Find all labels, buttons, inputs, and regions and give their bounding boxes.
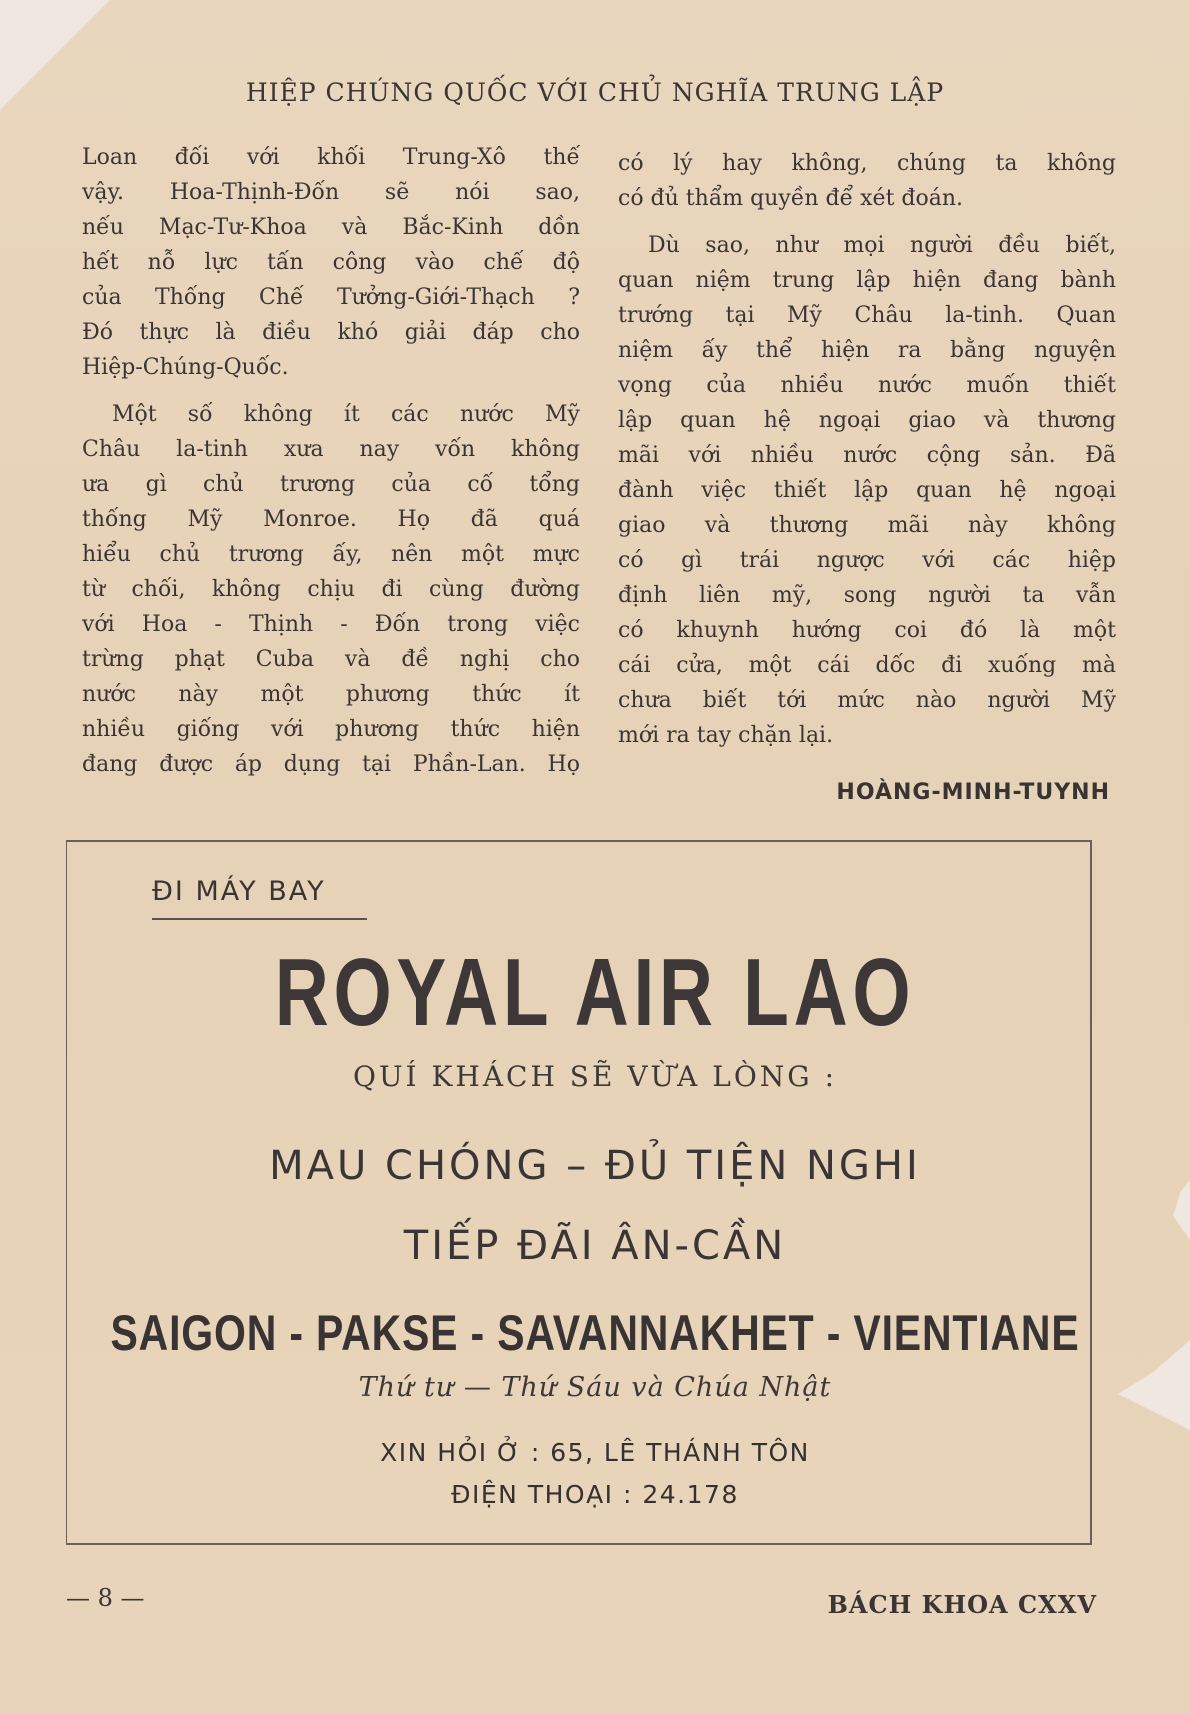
ad-brand-name: ROYAL AIR LAO	[274, 939, 916, 1046]
running-head: HIỆP CHÚNG QUỐC VỚI CHỦ NGHĨA TRUNG LẬP	[245, 78, 945, 107]
journal-issue: BÁCH KHOA CXXV	[827, 1590, 1097, 1619]
article-column-left	[82, 140, 580, 782]
article-text-line: với Hoa - Thịnh - Đốn trong việc	[82, 612, 580, 637]
article-text-line: Hiệp-Chúng-Quốc.	[82, 355, 289, 380]
article-text-line: mới ra tay chặn lại.	[618, 723, 834, 748]
article-text-line: từ chối, không chịu đi cùng đường	[82, 577, 580, 602]
article-author: HOÀNG-MINH-TUYNH	[836, 780, 1110, 805]
ad-subtitle: QUÍ KHÁCH SẼ VỪA LÒNG :	[352, 1060, 838, 1093]
page-number: — 8 —	[66, 1584, 145, 1612]
article-text-line: định liên mỹ, song người ta vẫn	[618, 583, 1116, 608]
ad-schedule-days: Thứ tư — Thứ Sáu và Chúa Nhật	[358, 1372, 832, 1403]
ad-lead-text: ĐI MÁY BAY	[152, 876, 326, 907]
article-text-line: trừng phạt Cuba và đề nghị cho	[82, 647, 580, 672]
article-text-line: lập quan hệ ngoại giao và thương	[618, 408, 1116, 433]
paragraph-gap	[82, 385, 580, 397]
ad-lead-underline	[152, 918, 367, 920]
article-text-line: giao và thương mãi này không	[618, 513, 1116, 538]
article-text-line: Đó thực là điều khó giải đáp cho	[82, 320, 580, 345]
article-text-line: nếu Mạc-Tư-Khoa và Bắc-Kinh dồn	[82, 215, 580, 240]
article-text-line: Châu la-tinh xưa nay vốn không	[82, 437, 580, 462]
ad-slogan-line-1: MAU CHÓNG – ĐỦ TIỆN NGHI	[269, 1143, 921, 1189]
article-text-line: mãi với nhiều nước cộng sản. Đã	[618, 443, 1116, 468]
article-text-line: vậy. Hoa-Thịnh-Đốn sẽ nói sao,	[82, 180, 580, 205]
article-text-line: Một số không ít các nước Mỹ	[112, 402, 580, 427]
article-text-line: của Thống Chế Tưởng-Giới-Thạch ?	[82, 285, 580, 310]
article-text-line: có đủ thẩm quyền để xét đoán.	[618, 186, 964, 211]
article-text-line: có gì trái ngược với các hiệp	[618, 548, 1116, 573]
article-text-line: đang được áp dụng tại Phần-Lan. Họ	[82, 752, 580, 777]
article-text-line: thống Mỹ Monroe. Họ đã quá	[82, 507, 580, 532]
article-text-line: vọng của nhiều nước muốn thiết	[618, 373, 1116, 398]
article-text-line: nhiều giống với phương thức hiện	[82, 717, 580, 742]
article-text-line: trướng tại Mỹ Châu la-tinh. Quan	[618, 303, 1116, 328]
article-text-line: Dù sao, như mọi người đều biết,	[648, 233, 1116, 258]
article-text-line: Loan đối với khối Trung-Xô thế	[82, 145, 580, 170]
article-text-line: có lý hay không, chúng ta không	[618, 151, 1116, 176]
article-text-line: ưa gì chủ trương của cố tổng	[82, 472, 580, 497]
article-text-line: niệm ấy thể hiện ra bằng nguyện	[618, 338, 1116, 363]
article-text-line: đành việc thiết lập quan hệ ngoại	[618, 478, 1116, 503]
article-text-line: hết nỗ lực tấn công vào chế độ	[82, 250, 580, 275]
article-column-right	[618, 146, 1116, 753]
ad-phone: ĐIỆN THOẠI : 24.178	[451, 1480, 739, 1509]
article-text-line: hiểu chủ trương ấy, nên một mực	[82, 542, 580, 567]
article-text-line: quan niệm trung lập hiện đang bành	[618, 268, 1116, 293]
article-text-line: nước này một phương thức ít	[82, 682, 580, 707]
article-text-line: cái cửa, một cái dốc đi xuống mà	[618, 653, 1116, 678]
ad-slogan-line-2: TIẾP ĐÃI ÂN-CẦN	[403, 1223, 787, 1269]
paragraph-gap	[618, 216, 1116, 228]
article-text-line: chưa biết tới mức nào người Mỹ	[618, 688, 1116, 713]
ad-address: XIN HỎI Ở : 65, LÊ THÁNH TÔN	[380, 1438, 810, 1467]
ad-route: SAIGON - PAKSE - SAVANNAKHET - VIENTIANE	[110, 1305, 1080, 1361]
article-text-line: có khuynh hướng coi đó là một	[618, 618, 1116, 643]
